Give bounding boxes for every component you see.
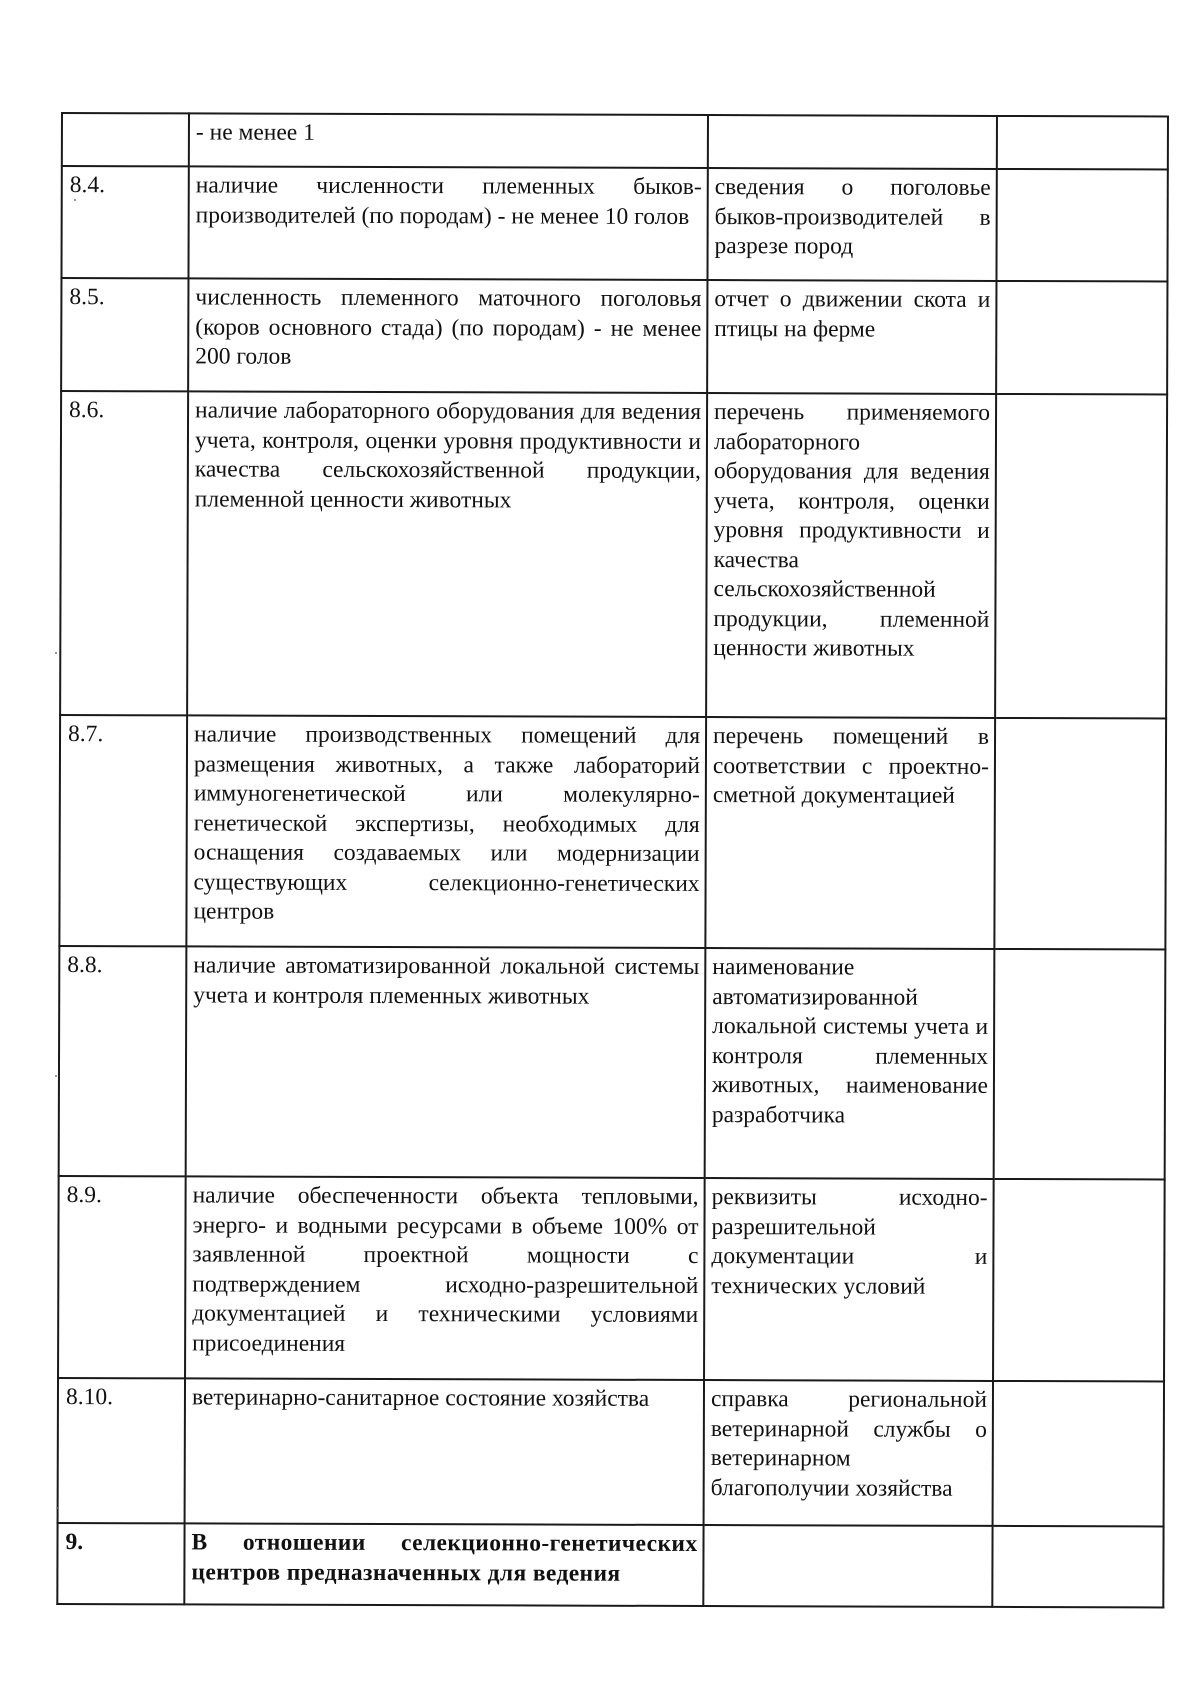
row-number: 9. [57,1523,184,1604]
table-row [62,113,1168,169]
document-cell: наименование автоматизированной локальной системы учета и контроля племенных животных, наименование разработчика [705,948,995,1179]
extra-cell [996,169,1167,282]
extra-cell [994,718,1166,950]
requirement-cell: ветеринарно-санитарное состояние хозяйства [185,1378,704,1525]
requirement-cell: наличие производственных помещений для размещения животных, а также лабораторий иммуногенетической или молекулярно-генетической экспертизы, необходимых для оснащения создаваемых или модернизации существующих селекционно-генетических центров [186,715,706,948]
requirement-cell: наличие лабораторного оборудования для ведения учета, контроля, оценки уровня продуктивности и качества сельскохозяйственной продукции, племенной ценности животных [187,391,707,717]
row-number: 8.5. [61,278,188,391]
document-cell: справка региональной ветеринарной службы о ветеринарном благополучии хозяйства [704,1380,993,1526]
requirement-cell: численность племенного маточного поголовья (коров основного стада) (по породам) - не менее 200 голов [188,278,707,393]
document-cell: сведения о поголовье быков-производителей в разрезе пород [707,168,996,281]
document-cell: отчет о движении скота и птицы на ферме [707,280,996,394]
row-number: 8.6. [60,391,188,715]
extra-cell [992,1526,1163,1608]
document-cell: перечень применяемого лабораторного оборудования для ведения учета, контроля, оценки уровня продуктивности и качества сельскохозяйственной продукции, племенной ценности животных [706,393,996,718]
row-number [62,113,189,166]
document-cell: перечень помещений в соответствии с проектно-сметной документацией [705,717,995,949]
row-number: 8.10. [58,1378,185,1523]
document-cell [708,115,997,169]
table-row [61,278,1167,394]
criteria-table [56,112,1169,1608]
requirement-cell: наличие численности племенных быков-производителей (по породам) - не менее 10 голов [188,166,707,280]
extra-cell [997,116,1168,170]
scan-speck [55,652,57,654]
extra-cell [993,1381,1164,1527]
row-number: 8.9. [58,1176,186,1378]
extra-cell [994,949,1166,1180]
document-cell: реквизиты исходно-разрешительной документации и технических условий [704,1178,994,1381]
table-row [59,946,1166,1179]
extra-cell [995,394,1167,719]
table-row [58,1378,1164,1526]
document-cell [703,1525,992,1607]
row-number: 8.8. [59,946,187,1176]
table-row [60,391,1167,718]
row-number: 8.4. [61,166,188,278]
table-row [59,715,1166,949]
scan-speck [74,199,76,201]
scan-speck [56,1507,58,1509]
row-number: 8.7. [59,715,187,946]
table-row [61,166,1167,281]
requirement-cell: наличие обеспеченности объекта тепловыми, энерго- и водными ресурсами в объеме 100% от заявленной проектной мощности с подтверждением исходно-разрешительной документацией и техническими условиями присоединения [185,1176,705,1380]
requirement-cell: В отношении селекционно-генетических центров предназначенных для ведения [184,1523,703,1606]
extra-cell [993,1179,1165,1382]
requirement-cell: - не менее 1 [189,113,708,168]
extra-cell [996,281,1167,395]
scan-speck [55,1075,57,1077]
table-row [57,1523,1163,1607]
table-row [58,1176,1165,1381]
requirement-cell: наличие автоматизированной локальной системы учета и контроля племенных животных [186,946,706,1178]
